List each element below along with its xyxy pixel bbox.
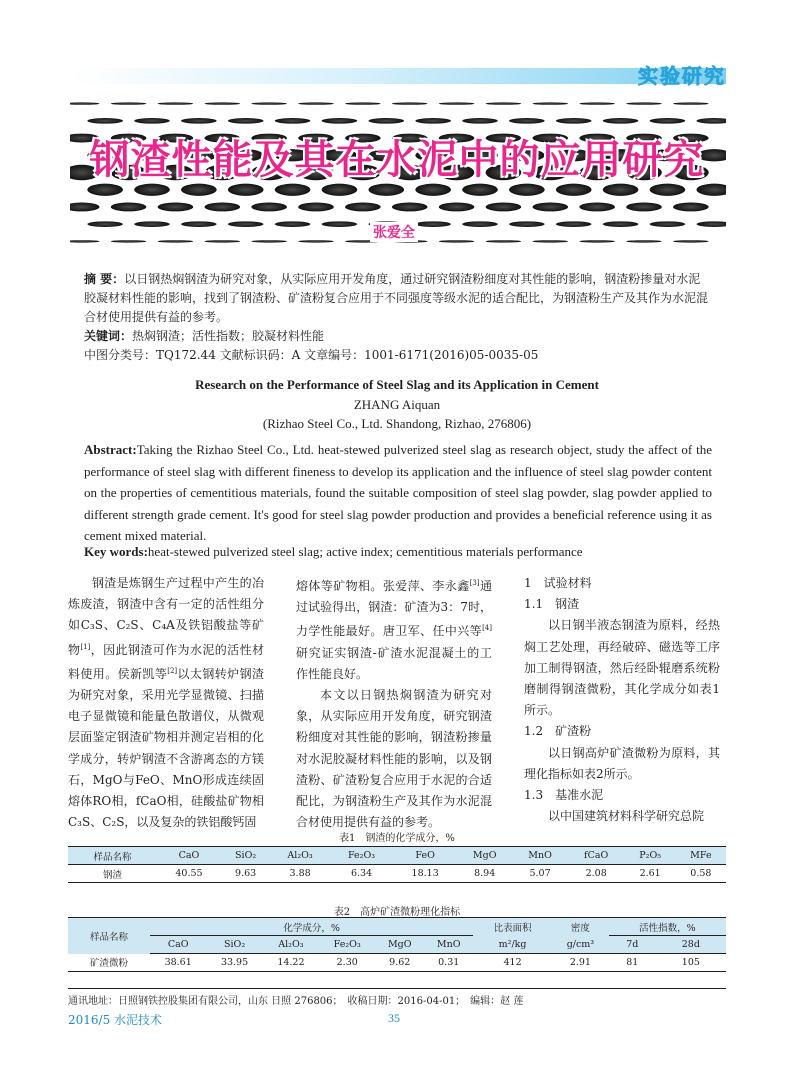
table-header-row bbox=[68, 847, 726, 865]
table-row bbox=[68, 865, 726, 883]
english-keywords-text: heat-stewed pulverized steel slag; active index; cementitious materials performance bbox=[147, 544, 583, 559]
banner-dot bbox=[275, 118, 311, 124]
text-run: 通过试验得出，钢渣：矿渣为3：7时，力学性能最好。唐卫军、任中兴等 bbox=[296, 579, 492, 639]
english-keywords bbox=[84, 544, 712, 560]
table-cell: 2.08 bbox=[585, 868, 607, 879]
banner-dot bbox=[603, 184, 639, 196]
table-cell: 33.95 bbox=[220, 957, 249, 968]
banner-dot bbox=[70, 240, 100, 242]
paragraph: 以日钢高炉矿渣微粉为原料，其理化指标如表2所示。 bbox=[524, 745, 720, 781]
keywords-text: 热焖钢渣；活性指数；胶凝材料性能 bbox=[132, 329, 325, 343]
table-header-cell: MgO bbox=[457, 847, 512, 865]
table2-caption: 表2 高炉矿渣微粉理化指标 bbox=[333, 907, 461, 918]
banner-dot bbox=[87, 221, 123, 227]
banner-dot bbox=[532, 102, 568, 104]
banner-dot bbox=[275, 221, 311, 227]
banner-dot bbox=[486, 202, 522, 211]
paragraph: 以中国建筑材料科学研究总院 bbox=[548, 809, 705, 824]
table-cell: 5.07 bbox=[529, 868, 551, 879]
table-header-cell: P₂O₅ bbox=[625, 847, 676, 865]
footer-rule bbox=[68, 988, 726, 989]
banner-dot bbox=[415, 221, 451, 227]
banner-dot bbox=[158, 202, 194, 211]
banner-dot bbox=[462, 221, 498, 227]
table-subheader-row bbox=[68, 936, 726, 954]
banner-dot bbox=[462, 184, 498, 196]
banner-dot bbox=[111, 202, 147, 211]
banner-dot bbox=[70, 102, 100, 104]
table-header-row bbox=[68, 918, 726, 936]
banner-dot bbox=[251, 102, 287, 104]
banner-dot bbox=[462, 118, 498, 124]
page-number: 35 bbox=[388, 1011, 400, 1025]
text-run: 研究证实钢渣-矿渣水泥混凝土的工作性能良好。 bbox=[296, 645, 492, 681]
banner-dot bbox=[650, 184, 686, 196]
chem-group-header: 化学成分，% bbox=[150, 918, 473, 936]
banner-dot bbox=[696, 221, 726, 227]
banner-dot bbox=[439, 102, 475, 104]
banner-dot bbox=[579, 202, 615, 211]
banner-dot bbox=[509, 184, 545, 196]
table-cell: 钢渣 bbox=[103, 869, 123, 881]
banner-dot bbox=[556, 184, 592, 196]
table-cell: 2.91 bbox=[569, 957, 591, 968]
table-header-cell: fCaO bbox=[568, 847, 625, 865]
banner-dot bbox=[251, 240, 287, 242]
english-author: ZHANG Aiquan bbox=[353, 397, 441, 412]
section-heading: 1 试验材料 bbox=[524, 576, 592, 590]
classification-line: 中图分类号：TQ172.44 文献标识码：A 文章编号：1001-6171(2016)05-0035-05 bbox=[84, 348, 539, 362]
table-header-cell: CaO bbox=[150, 936, 206, 954]
density-unit: g/cm³ bbox=[552, 936, 609, 954]
table-cell: 2.61 bbox=[639, 868, 661, 879]
table-cell: 38.61 bbox=[164, 957, 192, 968]
ssa-unit: m²/kg bbox=[473, 936, 552, 954]
banner-dot bbox=[345, 202, 381, 211]
table-header-cell: Fe₂O₃ bbox=[330, 847, 394, 865]
table-cell: 0.31 bbox=[438, 957, 460, 968]
banner-dot bbox=[345, 102, 381, 104]
table-cell: 81 bbox=[626, 957, 639, 968]
table-cell: 2.30 bbox=[336, 957, 358, 968]
activity-group-header: 活性指数，% bbox=[609, 918, 726, 936]
citation: [1] bbox=[80, 642, 91, 651]
keywords-label: 关键词： bbox=[84, 329, 133, 343]
banner-dot bbox=[158, 240, 194, 242]
banner-dot bbox=[603, 221, 639, 227]
banner-dot bbox=[322, 118, 358, 124]
abstract-cn bbox=[84, 270, 712, 327]
banner-dot bbox=[532, 202, 568, 211]
banner-dot bbox=[626, 240, 662, 242]
body-column-2 bbox=[296, 573, 492, 833]
banner-dot bbox=[134, 184, 170, 196]
table-header-cell: MgO bbox=[375, 936, 424, 954]
banner-dot bbox=[228, 221, 264, 227]
ssa-header: 比表面积 bbox=[493, 922, 532, 934]
journal-name: 2016/5 水泥技术 bbox=[68, 1013, 163, 1027]
table-cell: 105 bbox=[681, 957, 700, 968]
banner-dot bbox=[111, 240, 147, 242]
banner-dot bbox=[87, 184, 123, 196]
citation: [4] bbox=[482, 624, 492, 633]
banner-dot bbox=[251, 202, 287, 211]
table-slag-powder-properties bbox=[68, 917, 726, 972]
banner-dot bbox=[298, 102, 334, 104]
banner-dot bbox=[322, 184, 358, 196]
footnote-address: 通讯地址：日照钢铁控股集团有限公司，山东 日照 276806； 收稿日期：2016-04-01； 编辑：赵 莲 bbox=[68, 996, 524, 1007]
table-header-cell: MnO bbox=[512, 847, 567, 865]
banner-dot bbox=[509, 118, 545, 124]
table1-caption: 表1 钢渣的化学成分，% bbox=[339, 833, 455, 844]
table-cell: 矿渣微粉 bbox=[89, 958, 128, 970]
text-run: 以太钢转炉钢渣为研究对象，采用光学显微镜、扫描电子显微镜和能量色散谱仪，从微观层面鉴定钢渣矿物相并测定岩相的化学成分，转炉钢渣不含游离态的方镁石，MgO与FeO、MnO形成连续固熔体RO相，fCaO相，硅酸盐矿物相C₃S、C₂S，以及复杂的铁铝酸钙固 bbox=[68, 666, 264, 830]
english-affiliation: (Rizhao Steel Co., Ltd. Shandong, Rizhao, 276806) bbox=[262, 416, 532, 431]
banner-dot bbox=[626, 202, 662, 211]
banner-dot bbox=[134, 221, 170, 227]
banner-dot bbox=[181, 118, 217, 124]
citation: [3] bbox=[469, 579, 480, 587]
banner-dot bbox=[392, 102, 428, 104]
body-column-1 bbox=[68, 573, 264, 833]
table-cell: 412 bbox=[503, 957, 522, 968]
english-abstract bbox=[84, 439, 712, 547]
table-cell: 0.58 bbox=[690, 868, 712, 879]
banner-dot bbox=[204, 202, 240, 211]
paragraph: 以日钢半液态钢渣为原料，经热焖工艺处理，再经破碎、磁选等工序加工制得钢渣，然后经卧辊磨系统粉磨制得钢渣微粉，其化学成分如表1所示。 bbox=[524, 618, 720, 718]
banner-dot bbox=[181, 184, 217, 196]
banner-dot bbox=[556, 221, 592, 227]
banner-dot bbox=[298, 202, 334, 211]
banner-dot bbox=[696, 184, 726, 196]
banner-dot bbox=[70, 202, 100, 211]
keywords-cn bbox=[84, 327, 712, 346]
table-cell: 40.55 bbox=[175, 868, 203, 879]
banner-dot bbox=[87, 118, 123, 124]
banner-dot bbox=[298, 240, 334, 242]
banner-dot bbox=[204, 240, 240, 242]
table-header-cell: FeO bbox=[393, 847, 457, 865]
sample-header: 样品名称 bbox=[89, 931, 128, 943]
table-header-cell: Fe₂O₃ bbox=[319, 936, 375, 954]
section-tag: 实验研究 bbox=[638, 64, 726, 88]
abstract-label: 摘 要： bbox=[84, 272, 125, 286]
table-header-cell: SiO₂ bbox=[221, 847, 271, 865]
banner-dot bbox=[673, 202, 709, 211]
banner-dot bbox=[415, 184, 451, 196]
table-header-cell: SiO₂ bbox=[206, 936, 262, 954]
english-abstract-label: Abstract: bbox=[84, 442, 137, 457]
table-cell: 18.13 bbox=[411, 868, 439, 879]
article-title: 钢渣性能及其在水泥中的应用研究 bbox=[89, 137, 705, 183]
table-header-cell: 28d bbox=[656, 936, 726, 954]
banner-dot bbox=[228, 118, 264, 124]
banner-dot bbox=[486, 102, 522, 104]
citation: [2] bbox=[167, 666, 178, 675]
banner-dot bbox=[228, 184, 264, 196]
subsection-heading: 1.2 矿渣粉 bbox=[524, 724, 592, 739]
abstract-text: 以日钢热焖钢渣为研究对象，从实际应用开发角度，通过研究钢渣粉细度对其性能的影响，钢渣粉掺量对水泥胶凝材料性能的影响，找到了钢渣粉、矿渣粉复合应用于不同强度等级水泥的适合配比，为钢渣粉生产及其作为水泥混合材使用提供有益的参考。 bbox=[84, 272, 709, 324]
text-run: 熔体等矿物相。张爱萍、李永鑫 bbox=[296, 579, 470, 593]
banner-dot bbox=[673, 102, 709, 104]
banner-dot bbox=[158, 102, 194, 104]
table-steel-slag-chemistry bbox=[68, 846, 726, 883]
banner-dot bbox=[556, 118, 592, 124]
banner-dot bbox=[579, 240, 615, 242]
banner-dot bbox=[392, 202, 428, 211]
table-header-cell: 7d bbox=[609, 936, 656, 954]
table-header-cell: Al₂O₃ bbox=[263, 936, 319, 954]
english-keywords-label: Key words: bbox=[84, 544, 148, 559]
table-row bbox=[68, 954, 726, 972]
author-name: 张爱全 bbox=[370, 222, 418, 242]
table-cell: 9.62 bbox=[389, 957, 411, 968]
body-column-3 bbox=[524, 573, 720, 827]
density-header: 密度 bbox=[570, 922, 590, 934]
banner-dot bbox=[368, 184, 404, 196]
paragraph bbox=[68, 573, 264, 833]
banner-dot bbox=[181, 221, 217, 227]
table-cell: 14.22 bbox=[277, 957, 305, 968]
text-run: ，因此钢渣可作为水泥的活性材料使用。侯新凯等 bbox=[68, 642, 264, 681]
banner-dot bbox=[509, 221, 545, 227]
english-title: Research on the Performance of Steel Slag and its Application in Cement bbox=[195, 377, 599, 392]
banner-dot bbox=[204, 102, 240, 104]
paragraph: 本文以日钢热焖钢渣为研究对象，从实际应用开发角度，研究钢渣粉细度对其性能的影响，钢渣粉掺量对水泥胶凝材料性能的影响，以及钢渣粉、矿渣粉复合应用于水泥的合适配比，为钢渣粉生产及其作为水泥混合材使用提供有益的参考。 bbox=[296, 688, 492, 830]
subsection-heading: 1.3 基准水泥 bbox=[524, 788, 604, 803]
table-header-cell: Al₂O₃ bbox=[270, 847, 329, 865]
banner-dot bbox=[275, 184, 311, 196]
table-cell: 3.88 bbox=[289, 868, 311, 879]
banner-dot bbox=[673, 240, 709, 242]
table-header-cell: MFe bbox=[676, 847, 726, 865]
banner-dot bbox=[134, 118, 170, 124]
banner-dot bbox=[439, 202, 475, 211]
banner-dot bbox=[603, 118, 639, 124]
paragraph bbox=[296, 573, 492, 685]
banner-dot bbox=[486, 240, 522, 242]
banner-dot bbox=[696, 118, 726, 124]
subsection-heading: 1.1 钢渣 bbox=[524, 597, 580, 612]
table-cell: 6.34 bbox=[350, 868, 373, 879]
banner-dot bbox=[111, 102, 147, 104]
banner-dot bbox=[368, 118, 404, 124]
header-band bbox=[68, 68, 726, 84]
banner-dot bbox=[579, 102, 615, 104]
banner-dot bbox=[322, 221, 358, 227]
table-header-cell: CaO bbox=[157, 847, 221, 865]
table-header-cell: 样品名称 bbox=[68, 847, 157, 865]
table-cell: 8.94 bbox=[474, 868, 496, 879]
banner-dot bbox=[415, 118, 451, 124]
banner-dot bbox=[439, 240, 475, 242]
text-run: 钢渣是炼钢生产过程中产生的冶炼废渣，钢渣中含有一定的活性组分如C₃S、C₂S、C₄A及铁铝酸盐等矿物 bbox=[68, 576, 264, 657]
banner-dot bbox=[650, 221, 686, 227]
banner-dot bbox=[532, 240, 568, 242]
table-cell: 9.63 bbox=[235, 868, 257, 879]
english-abstract-text: Taking the Rizhao Steel Co., Ltd. heat-stewed pulverized steel slag as research object, study the affect of the performance of steel slag with different fineness to develop its application and the influence of steel slag powder content on the properties of cementitious materials, found the suitable composition of steel slag powder, slag powder applied to different strength grade cement. It's good for steel slag powder production and provides a beneficial reference using it as cement mixed material. bbox=[84, 442, 712, 543]
table-header-cell: MnO bbox=[424, 936, 473, 954]
banner-dot bbox=[650, 118, 686, 124]
banner-dot bbox=[626, 102, 662, 104]
